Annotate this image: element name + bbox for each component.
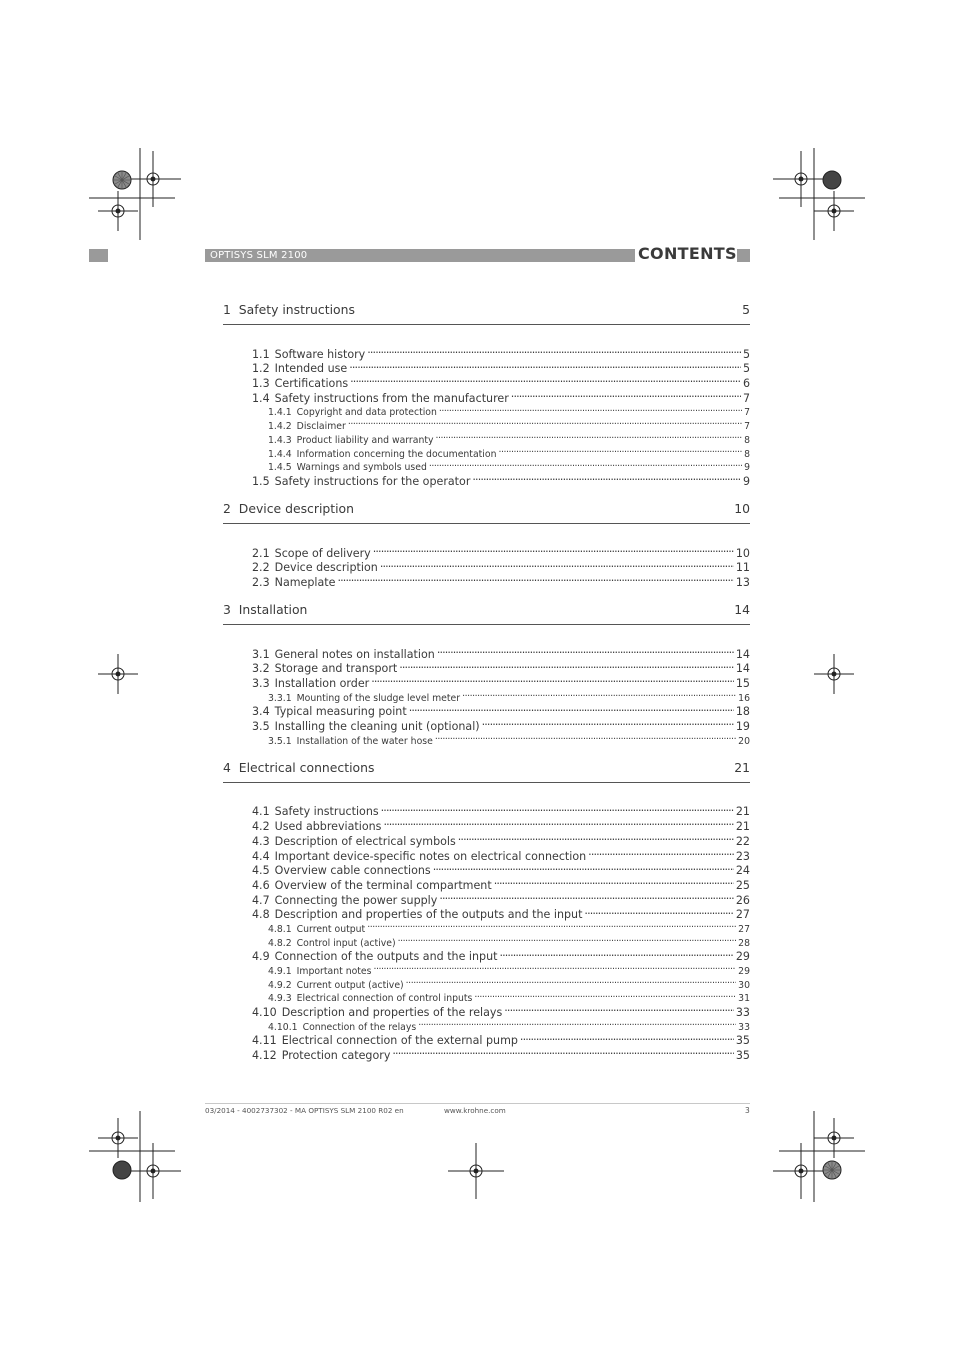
toc-entry-page: 5 <box>742 347 750 361</box>
toc-chapter-title <box>223 758 374 778</box>
toc-entry-page: 29 <box>735 950 750 964</box>
toc-entry-title: Description and properties of the relays <box>281 1006 503 1020</box>
toc-entry-number: 2.1 <box>252 546 270 560</box>
toc-dot-leader <box>498 443 742 457</box>
toc-dot-leader <box>435 730 736 744</box>
toc-entry-page: 14 <box>735 647 750 661</box>
toc-entry-number: 4.9.3 <box>268 993 292 1005</box>
toc-entry-page: 8 <box>744 434 750 446</box>
registration-mark-dot <box>832 1136 837 1141</box>
toc-dot-leader <box>373 542 734 557</box>
toc-entry-number: 1.4.2 <box>268 421 292 433</box>
toc-chapter-number: 3 <box>223 601 231 617</box>
toc-dot-leader <box>380 557 734 572</box>
toc-entry-number: 4.10.1 <box>268 1021 298 1033</box>
toc-entry-title: Warnings and symbols used <box>296 462 427 474</box>
toc-entry-page: 18 <box>735 705 750 719</box>
toc-entry[interactable] <box>223 343 750 361</box>
toc-entry-page: 11 <box>735 561 750 575</box>
toc-entry-title: Current output <box>296 923 366 935</box>
toc-entry[interactable] <box>223 643 750 661</box>
toc-entry-title: Connection of the outputs and the input <box>274 950 498 964</box>
toc-dot-leader <box>367 918 736 932</box>
toc-entry-number: 4.9.1 <box>268 966 292 977</box>
registration-mark-dot <box>474 1169 479 1174</box>
toc-entry-title: Product liability and warranty <box>296 434 434 446</box>
toc-dot-leader <box>349 358 741 373</box>
toc-entry-number: 3.5 <box>252 720 270 734</box>
toc-entry-number: 4.6 <box>252 878 270 892</box>
registration-mark-dot <box>116 1136 121 1141</box>
toc-entry-number: 1.4.5 <box>268 462 292 474</box>
toc-dot-leader <box>499 946 733 961</box>
table-of-contents <box>223 300 750 1073</box>
toc-entry-title: Nameplate <box>274 575 336 589</box>
toc-entry-number: 4.2 <box>252 820 270 834</box>
registration-disc <box>113 1161 131 1179</box>
toc-dot-leader <box>472 470 741 485</box>
toc-chapter-page: 5 <box>742 302 750 317</box>
toc-entry-page: 25 <box>735 878 750 892</box>
toc-entry-page: 21 <box>735 820 750 834</box>
toc-entry-number: 1.4.1 <box>268 407 292 419</box>
toc-entry-number: 4.5 <box>252 864 270 878</box>
toc-entry-page: 6 <box>742 377 750 391</box>
toc-dot-leader <box>406 974 736 988</box>
registration-mark-dot <box>832 672 837 677</box>
toc-chapter-page: 21 <box>734 759 750 775</box>
toc-chapter-title <box>223 600 307 620</box>
toc-dot-leader <box>409 701 734 716</box>
toc-entry-page: 28 <box>738 937 750 949</box>
toc-entry-number: 4.9 <box>252 950 270 964</box>
toc-entry-number: 4.12 <box>252 1049 277 1063</box>
toc-entry-title: Description and properties of the outputs and the input <box>274 908 583 922</box>
toc-entry-page: 19 <box>735 720 750 734</box>
toc-dot-leader <box>381 801 734 816</box>
toc-chapter-section <box>223 499 750 589</box>
toc-entry-title: Important device-specific notes on electrical connection <box>274 849 587 863</box>
toc-dot-leader <box>392 1044 733 1059</box>
toc-entry-title: General notes on installation <box>274 647 435 661</box>
toc-entry-title: Current output (active) <box>296 979 404 991</box>
toc-dot-leader <box>398 932 737 946</box>
toc-entry-number: 1.4 <box>252 391 270 405</box>
toc-entry-page: 9 <box>744 462 750 474</box>
toc-entry-title: Electrical connection of the external pump <box>281 1034 518 1048</box>
toc-chapter-heading[interactable] <box>223 499 750 524</box>
toc-entry-title: Installation of the water hose <box>296 735 433 747</box>
toc-entry-page: 26 <box>735 893 750 907</box>
toc-chapter-number: 4 <box>223 759 231 775</box>
toc-entry-title: Typical measuring point <box>274 705 407 719</box>
toc-chapter-page: 10 <box>734 500 750 516</box>
toc-chapter-number: 2 <box>223 500 231 516</box>
toc-dot-leader <box>462 687 736 701</box>
toc-entry-title: Installing the cleaning unit (optional) <box>274 720 480 734</box>
toc-entry-title: Information concerning the documentation <box>296 448 497 460</box>
toc-entry-number: 4.11 <box>252 1034 277 1048</box>
toc-entry-number: 3.4 <box>252 705 270 719</box>
toc-entry-title: Disclaimer <box>296 421 346 433</box>
toc-chapter-title-text: Installation <box>238 601 308 617</box>
toc-entry-number: 1.2 <box>252 362 270 376</box>
toc-dot-leader <box>383 815 733 830</box>
registration-mark-dot <box>116 672 121 677</box>
toc-entry-title: Overview of the terminal compartment <box>274 878 492 892</box>
toc-entry-page: 24 <box>735 864 750 878</box>
toc-dot-leader <box>474 988 736 1002</box>
toc-entry-number: 3.3 <box>252 677 270 690</box>
toc-entry-number: 2.2 <box>252 561 270 575</box>
toc-dot-leader <box>350 372 741 387</box>
toc-entry-title: Safety instructions for the operator <box>274 474 471 488</box>
registration-mark-dot <box>799 177 804 182</box>
footer-website: www.krohne.com <box>444 1106 506 1115</box>
toc-entry-number: 3.5.1 <box>268 735 292 747</box>
toc-dot-leader <box>429 457 742 471</box>
header-document-name: OPTISYS SLM 2100 <box>210 250 308 261</box>
toc-entry-title: Electrical connection of control inputs <box>296 993 473 1005</box>
toc-dot-leader <box>399 658 734 673</box>
toc-entry-title: Intended use <box>274 362 348 376</box>
toc-dot-leader <box>367 343 741 358</box>
toc-entry-title: Certifications <box>274 377 349 391</box>
toc-dot-leader <box>458 830 734 845</box>
toc-entry-number: 4.8.1 <box>268 923 292 935</box>
toc-entry-page: 33 <box>738 1021 750 1033</box>
registration-mark-dot <box>151 177 156 182</box>
toc-chapter-heading[interactable] <box>223 300 750 325</box>
header-left-block <box>89 249 108 262</box>
toc-entry-title: Connection of the relays <box>302 1021 417 1033</box>
toc-entry-title: Connecting the power supply <box>274 893 438 907</box>
toc-entry-page: 10 <box>735 546 750 560</box>
toc-chapter-section <box>223 758 750 1063</box>
toc-chapter-title <box>223 300 355 320</box>
toc-dot-leader <box>588 845 734 860</box>
toc-entry-number: 4.8.2 <box>268 937 292 949</box>
toc-entry-page: 35 <box>735 1049 750 1063</box>
toc-entry-title: Protection category <box>281 1049 391 1063</box>
toc-entry-number: 2.3 <box>252 575 270 589</box>
toc-chapter-title-text: Safety instructions <box>238 302 355 317</box>
toc-entry-title: Overview cable connections <box>274 864 431 878</box>
toc-entry-number: 4.1 <box>252 805 270 819</box>
toc-entry-page: 20 <box>738 735 750 747</box>
toc-entry-number: 1.4.3 <box>268 434 292 446</box>
toc-entry-page: 14 <box>735 662 750 676</box>
toc-entry-page: 5 <box>742 362 750 376</box>
toc-entry[interactable] <box>223 542 750 560</box>
toc-entry-title: Storage and transport <box>274 662 398 676</box>
toc-entry[interactable] <box>223 801 750 819</box>
toc-dot-leader <box>436 429 743 443</box>
toc-entry-page: 27 <box>738 923 750 935</box>
toc-entry-title: Installation order <box>274 677 370 690</box>
toc-entry-page: 13 <box>735 575 750 589</box>
toc-dot-leader <box>371 672 734 687</box>
toc-chapter-heading[interactable] <box>223 758 750 783</box>
toc-entry-page: 29 <box>738 966 750 977</box>
toc-dot-leader <box>504 1001 734 1016</box>
toc-entry-title: Control input (active) <box>296 937 396 949</box>
toc-dot-leader <box>437 643 734 658</box>
toc-entry-page: 21 <box>735 805 750 819</box>
toc-dot-leader <box>482 715 734 730</box>
toc-entry-page: 7 <box>742 391 750 405</box>
toc-entry-number: 4.9.2 <box>268 979 292 991</box>
toc-chapter-title <box>223 499 354 519</box>
footer-divider <box>205 1103 750 1104</box>
toc-entry-number: 3.1 <box>252 647 270 661</box>
toc-entry-number: 1.4.4 <box>268 448 292 460</box>
toc-entry-page: 33 <box>735 1006 750 1020</box>
toc-dot-leader <box>348 415 742 429</box>
toc-entry-number: 3.3.1 <box>268 692 292 704</box>
toc-entry-title: Used abbreviations <box>274 820 382 834</box>
toc-entry-page: 7 <box>744 407 750 419</box>
registration-disc <box>823 171 841 189</box>
toc-entry-title: Mounting of the sludge level meter <box>296 692 461 704</box>
toc-dot-leader <box>337 571 733 586</box>
toc-chapter-heading[interactable] <box>223 600 750 625</box>
toc-entry-number: 4.3 <box>252 834 270 848</box>
toc-entry-page: 15 <box>735 677 750 690</box>
toc-entry-title: Scope of delivery <box>274 546 371 560</box>
toc-chapter-title-text: Electrical connections <box>238 759 375 775</box>
footer-page-number: 3 <box>745 1106 750 1115</box>
toc-chapter-page: 14 <box>734 601 750 617</box>
toc-entry-page: 31 <box>738 993 750 1005</box>
toc-dot-leader <box>494 874 734 889</box>
toc-dot-leader <box>520 1030 734 1045</box>
toc-entry-page: 30 <box>738 979 750 991</box>
toc-entry-page: 9 <box>742 474 750 488</box>
toc-dot-leader <box>374 960 737 974</box>
toc-entry-title: Device description <box>274 561 378 575</box>
toc-entry-number: 3.2 <box>252 662 270 676</box>
page-title: CONTENTS <box>638 244 737 263</box>
toc-entry-page: 35 <box>735 1034 750 1048</box>
toc-chapter-title-text: Device description <box>238 500 354 516</box>
toc-entry-page: 7 <box>744 421 750 433</box>
toc-entry-page: 22 <box>735 834 750 848</box>
toc-entry-number: 4.7 <box>252 893 270 907</box>
header-right-block <box>737 249 750 262</box>
toc-dot-leader <box>511 387 741 402</box>
toc-entry-title: Important notes <box>296 966 372 977</box>
toc-chapter-section <box>223 300 750 488</box>
toc-entry-title: Safety instructions <box>274 805 379 819</box>
toc-entry-number: 1.1 <box>252 347 270 361</box>
toc-chapter-number: 1 <box>223 302 231 317</box>
toc-entry-number: 4.10 <box>252 1006 277 1020</box>
toc-entry-title: Safety instructions from the manufacturer <box>274 391 509 405</box>
toc-entry-number: 1.3 <box>252 377 270 391</box>
toc-entry-title: Description of electrical symbols <box>274 834 456 848</box>
footer-document-reference: 03/2014 - 4002737302 - MA OPTISYS SLM 2100 R02 en <box>205 1106 404 1115</box>
toc-chapter-section <box>223 600 750 747</box>
toc-entry-page: 23 <box>735 849 750 863</box>
toc-entry-page: 8 <box>744 448 750 460</box>
registration-mark-dot <box>799 1169 804 1174</box>
toc-entry-number: 4.4 <box>252 849 270 863</box>
registration-mark-dot <box>151 1169 156 1174</box>
toc-dot-leader <box>418 1016 736 1030</box>
toc-dot-leader <box>439 889 734 904</box>
toc-entry-page: 27 <box>735 908 750 922</box>
toc-entry-number: 4.8 <box>252 908 270 922</box>
toc-dot-leader <box>439 402 742 416</box>
toc-dot-leader <box>433 860 734 875</box>
registration-mark-dot <box>832 209 837 214</box>
toc-entry-title: Copyright and data protection <box>296 407 437 419</box>
toc-entry-page: 16 <box>738 692 750 704</box>
toc-entry-number: 1.5 <box>252 474 270 488</box>
toc-dot-leader <box>584 904 733 919</box>
registration-mark-dot <box>116 209 121 214</box>
toc-entry-title: Software history <box>274 347 366 361</box>
